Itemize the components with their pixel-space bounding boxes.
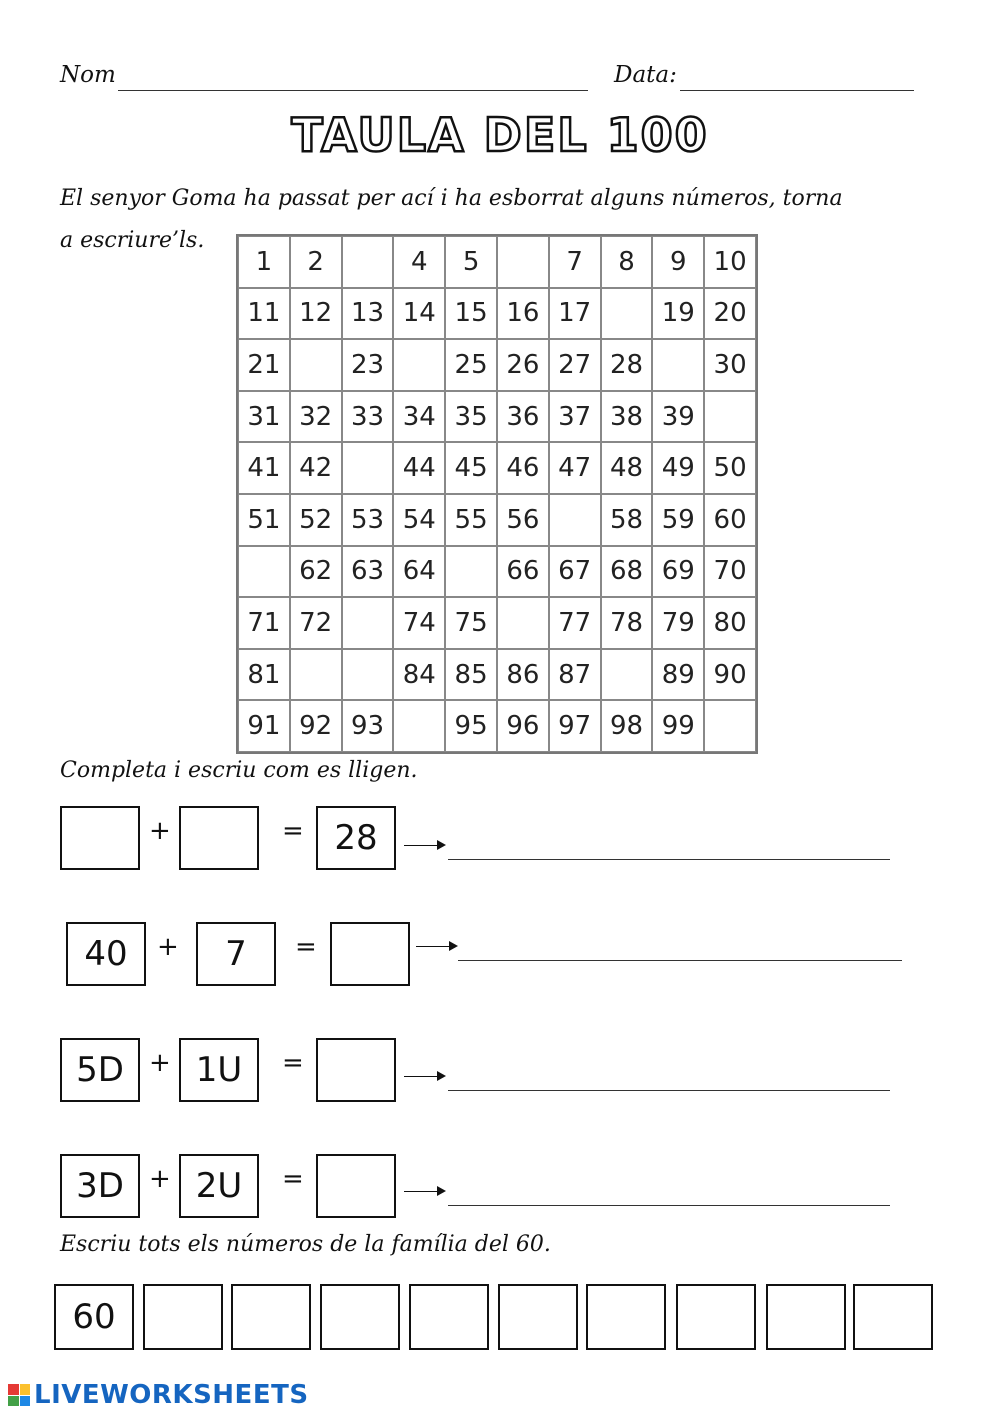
table-cell: 16 xyxy=(497,288,549,340)
sum3-addend-a[interactable]: 5D xyxy=(60,1038,140,1102)
table-cell: 90 xyxy=(704,649,756,701)
table-cell: 59 xyxy=(652,494,704,546)
table-cell: 95 xyxy=(445,700,497,752)
sum2-addend-a[interactable]: 40 xyxy=(66,922,146,986)
table-cell: 87 xyxy=(549,649,601,701)
table-cell: 54 xyxy=(393,494,445,546)
instruction-line-1: El senyor Goma ha passat per ací i ha esborrat alguns números, torna xyxy=(60,186,843,211)
table-cell: 86 xyxy=(497,649,549,701)
plus-sign: + xyxy=(149,1048,171,1078)
arrow-icon xyxy=(404,1076,444,1077)
table-cell: 9 xyxy=(652,236,704,288)
table-cell: 34 xyxy=(393,391,445,443)
table-cell: 10 xyxy=(704,236,756,288)
table-cell: 89 xyxy=(652,649,704,701)
plus-sign: + xyxy=(149,816,171,846)
family-box[interactable] xyxy=(409,1284,489,1350)
table-cell: 7 xyxy=(549,236,601,288)
sum1-addend-b[interactable] xyxy=(179,806,259,870)
table-cell: 97 xyxy=(549,700,601,752)
table-cell-blank[interactable] xyxy=(704,391,756,443)
table-cell-blank[interactable] xyxy=(393,339,445,391)
table-cell: 17 xyxy=(549,288,601,340)
table-cell: 46 xyxy=(497,442,549,494)
table-cell: 25 xyxy=(445,339,497,391)
sum1-result[interactable]: 28 xyxy=(316,806,396,870)
arrow-icon xyxy=(416,946,456,947)
table-cell: 50 xyxy=(704,442,756,494)
liveworksheets-logo-icon xyxy=(8,1384,30,1406)
name-label: Nom xyxy=(60,62,116,88)
table-cell: 81 xyxy=(238,649,290,701)
family-box[interactable] xyxy=(853,1284,933,1350)
family-box[interactable] xyxy=(320,1284,400,1350)
table-cell-blank[interactable] xyxy=(342,442,394,494)
footer-logo xyxy=(8,1380,309,1410)
table-cell-blank[interactable] xyxy=(445,546,497,598)
page-title: TAULA DEL 100 xyxy=(291,108,709,162)
family-box[interactable] xyxy=(676,1284,756,1350)
table-cell-blank[interactable] xyxy=(704,700,756,752)
table-cell: 74 xyxy=(393,597,445,649)
table-cell: 69 xyxy=(652,546,704,598)
table-cell: 52 xyxy=(290,494,342,546)
hundred-table xyxy=(236,234,758,754)
table-cell: 4 xyxy=(393,236,445,288)
table-cell: 20 xyxy=(704,288,756,340)
table-cell: 66 xyxy=(497,546,549,598)
sum3-answer-line[interactable] xyxy=(448,1090,890,1091)
table-cell: 8 xyxy=(601,236,653,288)
sum3-addend-b[interactable]: 1U xyxy=(179,1038,259,1102)
table-cell-blank[interactable] xyxy=(652,339,704,391)
table-cell-blank[interactable] xyxy=(497,597,549,649)
table-cell-blank[interactable] xyxy=(601,649,653,701)
family-box[interactable] xyxy=(231,1284,311,1350)
table-cell: 1 xyxy=(238,236,290,288)
table-cell: 78 xyxy=(601,597,653,649)
table-cell: 80 xyxy=(704,597,756,649)
table-cell-blank[interactable] xyxy=(601,288,653,340)
table-cell: 96 xyxy=(497,700,549,752)
table-cell: 2 xyxy=(290,236,342,288)
table-cell: 62 xyxy=(290,546,342,598)
table-cell: 55 xyxy=(445,494,497,546)
table-cell: 11 xyxy=(238,288,290,340)
table-cell-blank[interactable] xyxy=(342,649,394,701)
table-cell: 14 xyxy=(393,288,445,340)
sum4-answer-line[interactable] xyxy=(448,1205,890,1206)
table-cell-blank[interactable] xyxy=(238,546,290,598)
table-cell: 93 xyxy=(342,700,394,752)
family-box[interactable] xyxy=(586,1284,666,1350)
table-cell: 79 xyxy=(652,597,704,649)
table-cell: 36 xyxy=(497,391,549,443)
brand-name: LIVEWORKSHEETS xyxy=(34,1380,309,1410)
table-cell: 68 xyxy=(601,546,653,598)
equals-sign: = xyxy=(282,1048,304,1078)
sum3-result[interactable] xyxy=(316,1038,396,1102)
table-cell: 37 xyxy=(549,391,601,443)
sum1-answer-line[interactable] xyxy=(448,859,890,860)
table-cell: 60 xyxy=(704,494,756,546)
equals-sign: = xyxy=(282,816,304,846)
family-box[interactable] xyxy=(498,1284,578,1350)
plus-sign: + xyxy=(157,932,179,962)
table-cell: 48 xyxy=(601,442,653,494)
plus-sign: + xyxy=(149,1164,171,1194)
table-cell: 19 xyxy=(652,288,704,340)
table-cell: 49 xyxy=(652,442,704,494)
table-cell: 71 xyxy=(238,597,290,649)
table-cell: 31 xyxy=(238,391,290,443)
date-label: Data: xyxy=(614,62,677,88)
table-cell: 53 xyxy=(342,494,394,546)
sum2-addend-b[interactable]: 7 xyxy=(196,922,276,986)
table-cell: 92 xyxy=(290,700,342,752)
table-cell: 47 xyxy=(549,442,601,494)
instruction-line-2: a escriure’ls. xyxy=(60,228,205,253)
family-box[interactable] xyxy=(143,1284,223,1350)
table-cell: 58 xyxy=(601,494,653,546)
table-cell: 28 xyxy=(601,339,653,391)
table-cell: 84 xyxy=(393,649,445,701)
table-cell: 64 xyxy=(393,546,445,598)
table-cell: 63 xyxy=(342,546,394,598)
table-cell: 38 xyxy=(601,391,653,443)
table-cell: 77 xyxy=(549,597,601,649)
date-input-line[interactable] xyxy=(680,90,914,91)
table-cell-blank[interactable] xyxy=(342,597,394,649)
table-cell: 67 xyxy=(549,546,601,598)
table-cell: 30 xyxy=(704,339,756,391)
table-cell-blank[interactable] xyxy=(290,649,342,701)
table-cell: 72 xyxy=(290,597,342,649)
sum4-addend-b[interactable]: 2U xyxy=(179,1154,259,1218)
table-cell: 98 xyxy=(601,700,653,752)
table-cell: 5 xyxy=(445,236,497,288)
family-box[interactable] xyxy=(766,1284,846,1350)
instruction-complete: Completa i escriu com es lligen. xyxy=(60,758,418,783)
equals-sign: = xyxy=(295,932,317,962)
table-cell: 75 xyxy=(445,597,497,649)
table-cell-blank[interactable] xyxy=(342,236,394,288)
table-cell: 44 xyxy=(393,442,445,494)
family-box[interactable]: 60 xyxy=(54,1284,134,1350)
equals-sign: = xyxy=(282,1164,304,1194)
sum2-answer-line[interactable] xyxy=(458,960,902,961)
table-cell: 13 xyxy=(342,288,394,340)
arrow-icon xyxy=(404,845,444,846)
table-cell-blank[interactable] xyxy=(393,700,445,752)
table-cell: 15 xyxy=(445,288,497,340)
name-input-line[interactable] xyxy=(118,90,588,91)
table-cell-blank[interactable] xyxy=(497,236,549,288)
instruction-family: Escriu tots els números de la família del 60. xyxy=(60,1232,551,1257)
table-cell: 32 xyxy=(290,391,342,443)
table-cell: 42 xyxy=(290,442,342,494)
table-cell: 12 xyxy=(290,288,342,340)
table-cell: 70 xyxy=(704,546,756,598)
table-cell: 41 xyxy=(238,442,290,494)
sum4-result[interactable] xyxy=(316,1154,396,1218)
table-cell: 33 xyxy=(342,391,394,443)
arrow-icon xyxy=(404,1191,444,1192)
table-cell: 85 xyxy=(445,649,497,701)
table-cell-blank[interactable] xyxy=(549,494,601,546)
table-cell: 21 xyxy=(238,339,290,391)
table-cell: 26 xyxy=(497,339,549,391)
table-cell: 23 xyxy=(342,339,394,391)
table-cell: 51 xyxy=(238,494,290,546)
sum4-addend-a[interactable]: 3D xyxy=(60,1154,140,1218)
table-cell: 45 xyxy=(445,442,497,494)
table-cell: 39 xyxy=(652,391,704,443)
table-cell: 91 xyxy=(238,700,290,752)
table-cell: 56 xyxy=(497,494,549,546)
table-cell: 99 xyxy=(652,700,704,752)
sum2-result[interactable] xyxy=(330,922,410,986)
table-cell-blank[interactable] xyxy=(290,339,342,391)
table-cell: 27 xyxy=(549,339,601,391)
table-cell: 35 xyxy=(445,391,497,443)
sum1-addend-a[interactable] xyxy=(60,806,140,870)
